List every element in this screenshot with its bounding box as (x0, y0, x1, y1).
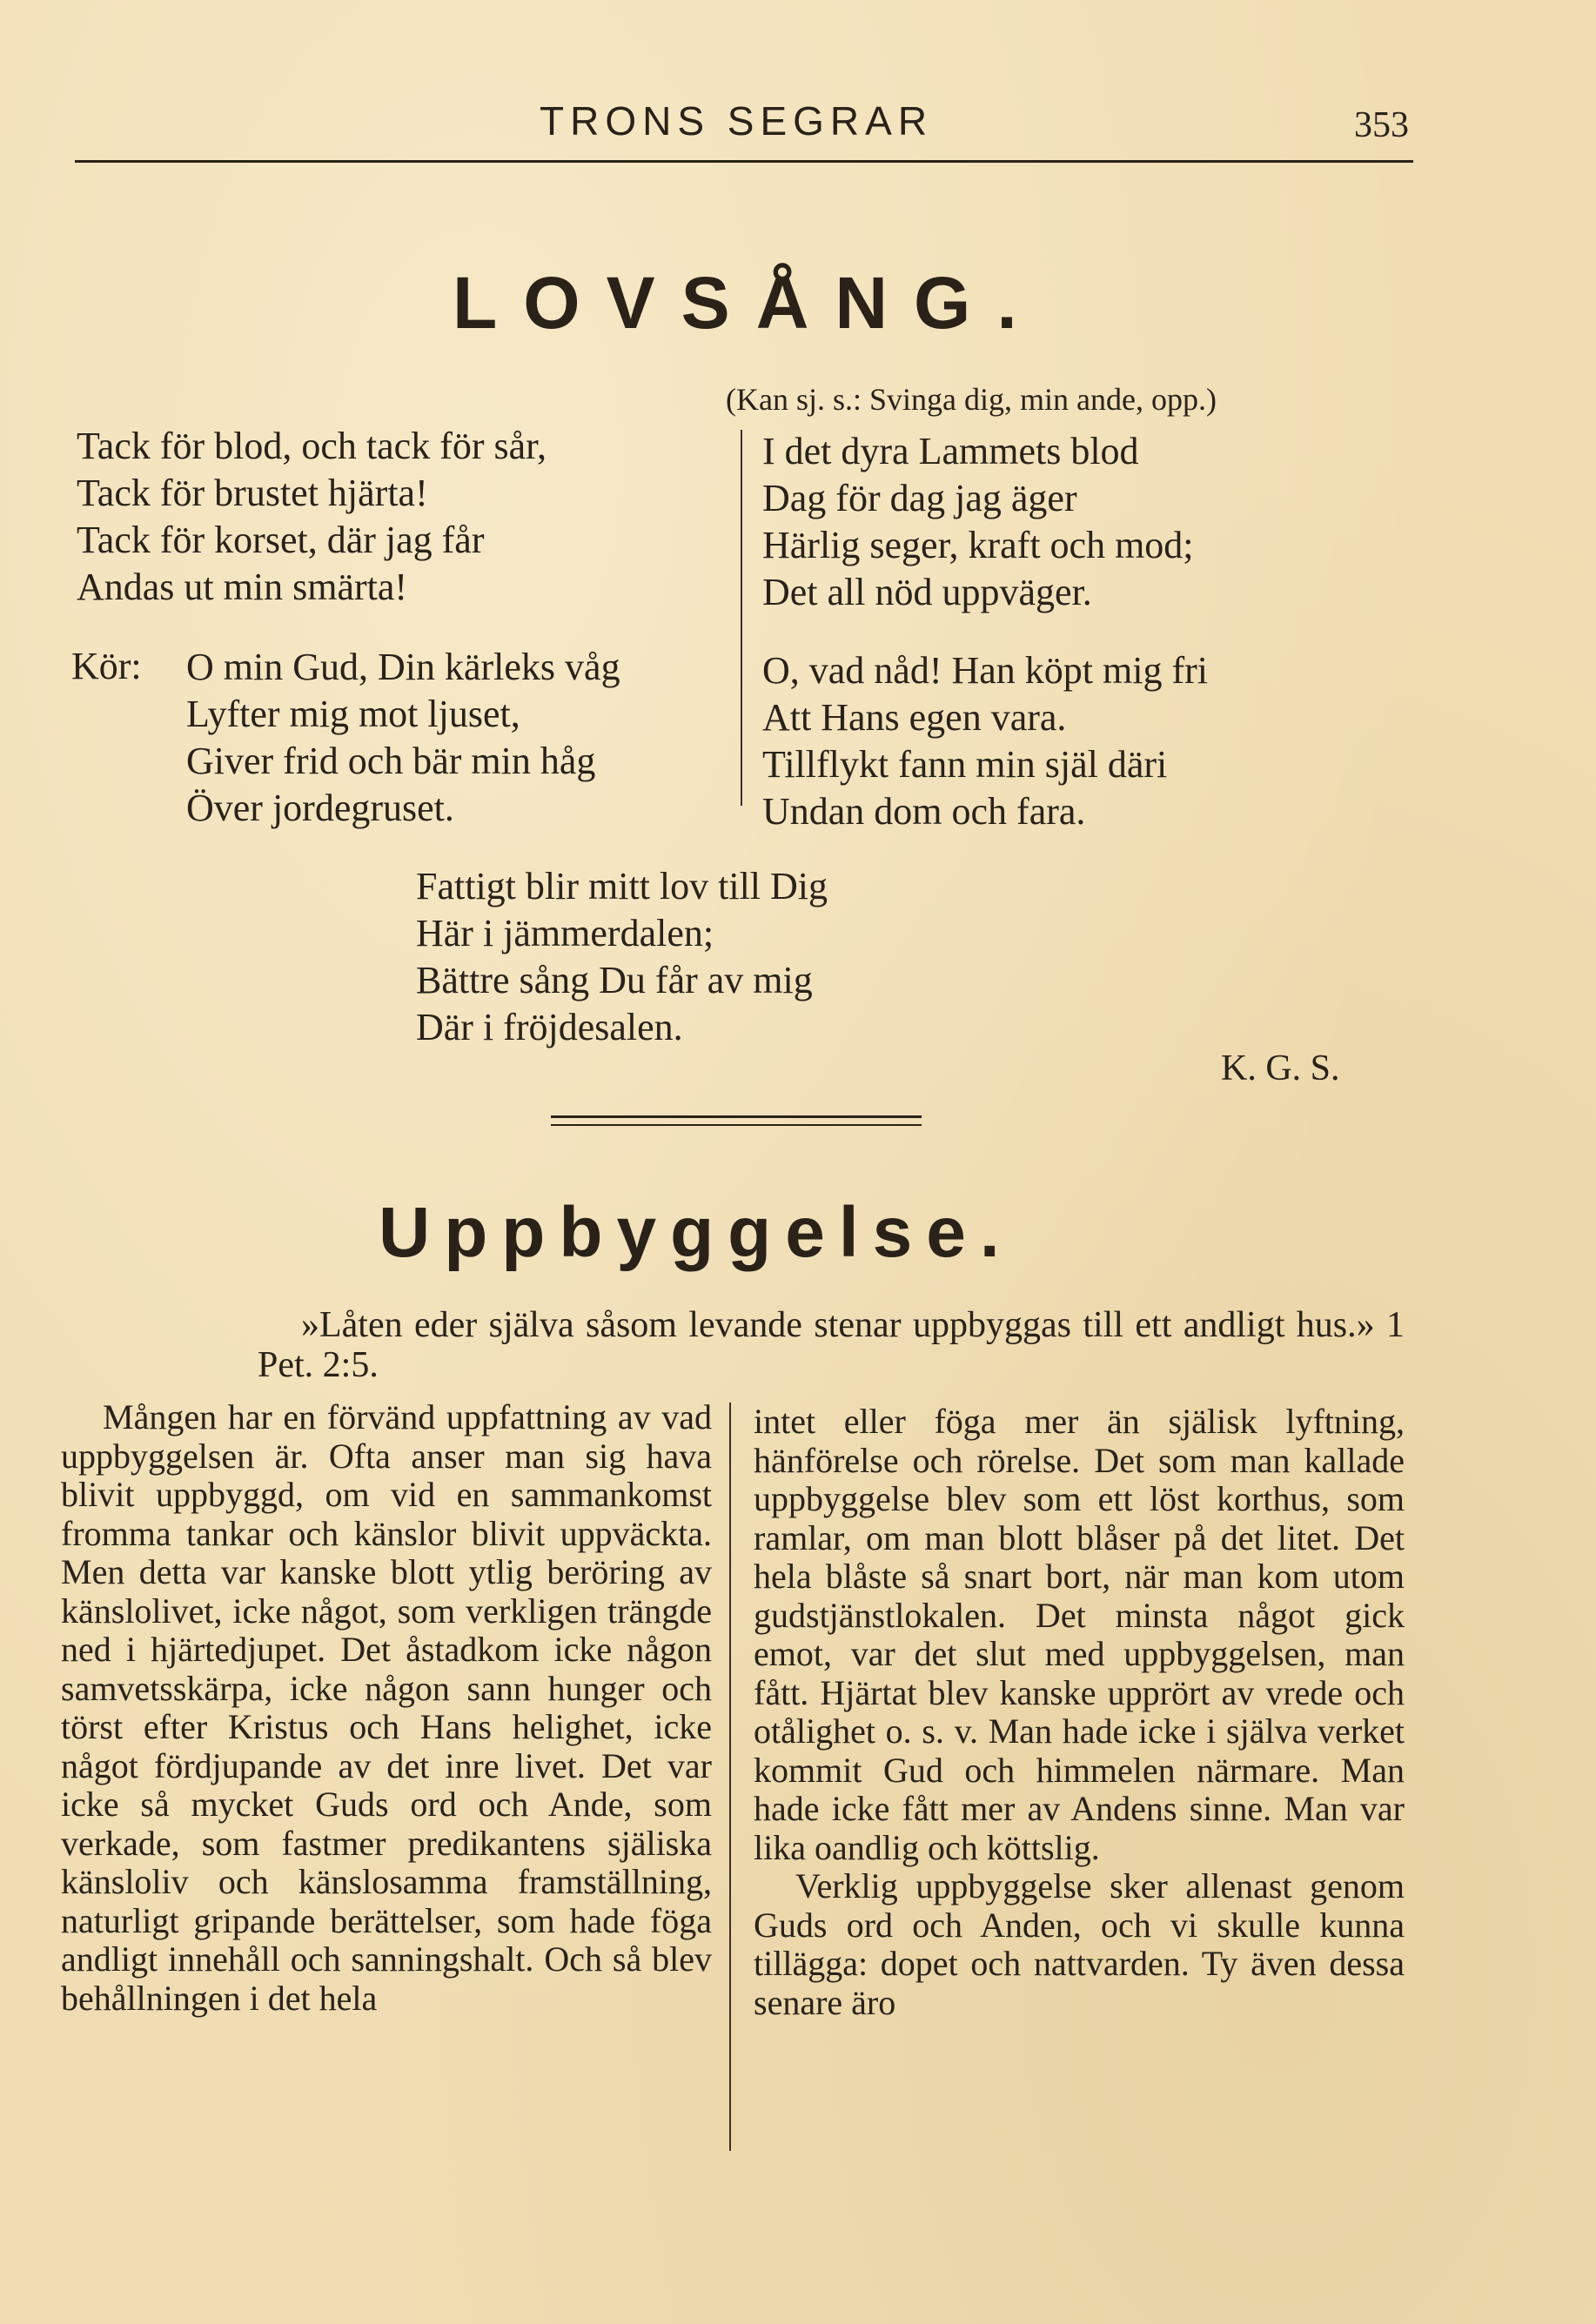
verse-line: Undan dom och fara. (762, 790, 1086, 833)
verse-line: Det all nöd uppväger. (762, 571, 1092, 613)
verse-line: Dag för dag jag äger (762, 477, 1077, 519)
chorus-label: Kör: (71, 645, 142, 687)
stanza-1 (77, 423, 547, 611)
verse-line: I det dyra Lammets blod (762, 430, 1139, 472)
stanza-final (416, 863, 828, 1051)
stanza-2 (762, 428, 1194, 616)
paragraph: Verklig uppbyggelse sker allenast genom Guds ord och Anden, och vi skulle kunna tillägga: dopet och nattvarden. Ty även dessa senare äro (754, 1866, 1405, 2022)
section-divider (551, 1124, 922, 1126)
header-rule (75, 160, 1413, 163)
verse-line: Fattigt blir mitt lov till Dig (416, 865, 828, 907)
running-title: TRONS SEGRAR (540, 98, 934, 144)
verse-line: O, vad nåd! Han köpt mig fri (762, 649, 1208, 692)
section-divider (551, 1115, 922, 1118)
paragraph: Mången har en förvänd uppfattning av vad uppbyggelsen är. Ofta anser man sig hava blivit uppbyggd, om vid en sammankomst fromma tankar och känslor blivit uppväckta. Men detta var kanske blott ytlig beröring av känslolivet, icke något, som verkligen trängde ned i hjärtedjupet. Det åstadkom icke någon samvetsskärpa, icke någon sann hunger och törst efter Kristus och Hans helighet, icke något fördjupande av det inre livet. Det var icke så mycket Guds ord och Ande, som verkade, som fastmer predikantens själiska känsloliv och känslosamma framställning, naturligt gripande berättelser, som hade föga andligt innehåll och sanningshalt. Och så blev behållningen i det hela (61, 1397, 712, 2018)
verse-line: Där i fröjdesalen. (416, 1006, 683, 1048)
chorus-stanza (186, 644, 620, 832)
verse-line: Tack för brustet hjärta! (77, 472, 428, 514)
paragraph: intet eller föga mer än själisk lyftning, hänförelse och rörelse. Det som man kallade uppbyggelse blev som ett löst korthus, som ramlar, om man blott blåser på det litet. Det hela blåste så snart bort, när man kom utom gudstjänstlokalen. Det minsta något gick emot, var det slut med uppbyggelsen, man fått. Hjärtat blev kanske upprört av vrede och otålighet o. s. v. Man hade icke i själva verket kommit Gud och himmelen närmare. Man hade icke fått mer av Andens sinne. Man var lika oandlig och köttslig. (754, 1402, 1405, 1867)
verse-line: Bättre sång Du får av mig (416, 959, 813, 1001)
verse-line: Över jordegruset. (186, 787, 454, 829)
stanza-3 (762, 647, 1208, 835)
article-column-left (61, 1398, 712, 2018)
epigraph: »Låten eder själva såsom levande stenar uppbyggas till ett andligt hus.» 1 Pet. 2:5. (258, 1305, 1405, 1385)
article-column-right (754, 1403, 1405, 2022)
verse-line: Andas ut min smärta! (77, 566, 408, 608)
verse-line: Tack för blod, och tack för sår, (77, 425, 547, 467)
article-column-divider (729, 1403, 731, 2151)
article-title: Uppbyggelse. (379, 1193, 1014, 1272)
verse-line: Tillflykt fann min själ däri (762, 743, 1168, 786)
verse-line: Här i jämmerdalen; (416, 912, 714, 954)
verse-line: Giver frid och bär min håg (186, 740, 596, 782)
verse-line: Tack för korset, där jag får (77, 519, 485, 561)
verse-line: Att Hans egen vara. (762, 696, 1067, 739)
verse-line: Härlig seger, kraft och mod; (762, 524, 1194, 566)
tune-note: (Kan sj. s.: Svinga dig, min ande, opp.) (726, 382, 1217, 417)
verse-line: Lyfter mig mot ljuset, (186, 693, 520, 735)
verse-line: O min Gud, Din kärleks våg (186, 646, 620, 688)
poem-title: LOVSÅNG. (453, 262, 1043, 344)
page-number: 353 (1354, 105, 1409, 145)
poem-column-divider (741, 430, 742, 806)
author-signature: K. G. S. (1221, 1048, 1340, 1088)
